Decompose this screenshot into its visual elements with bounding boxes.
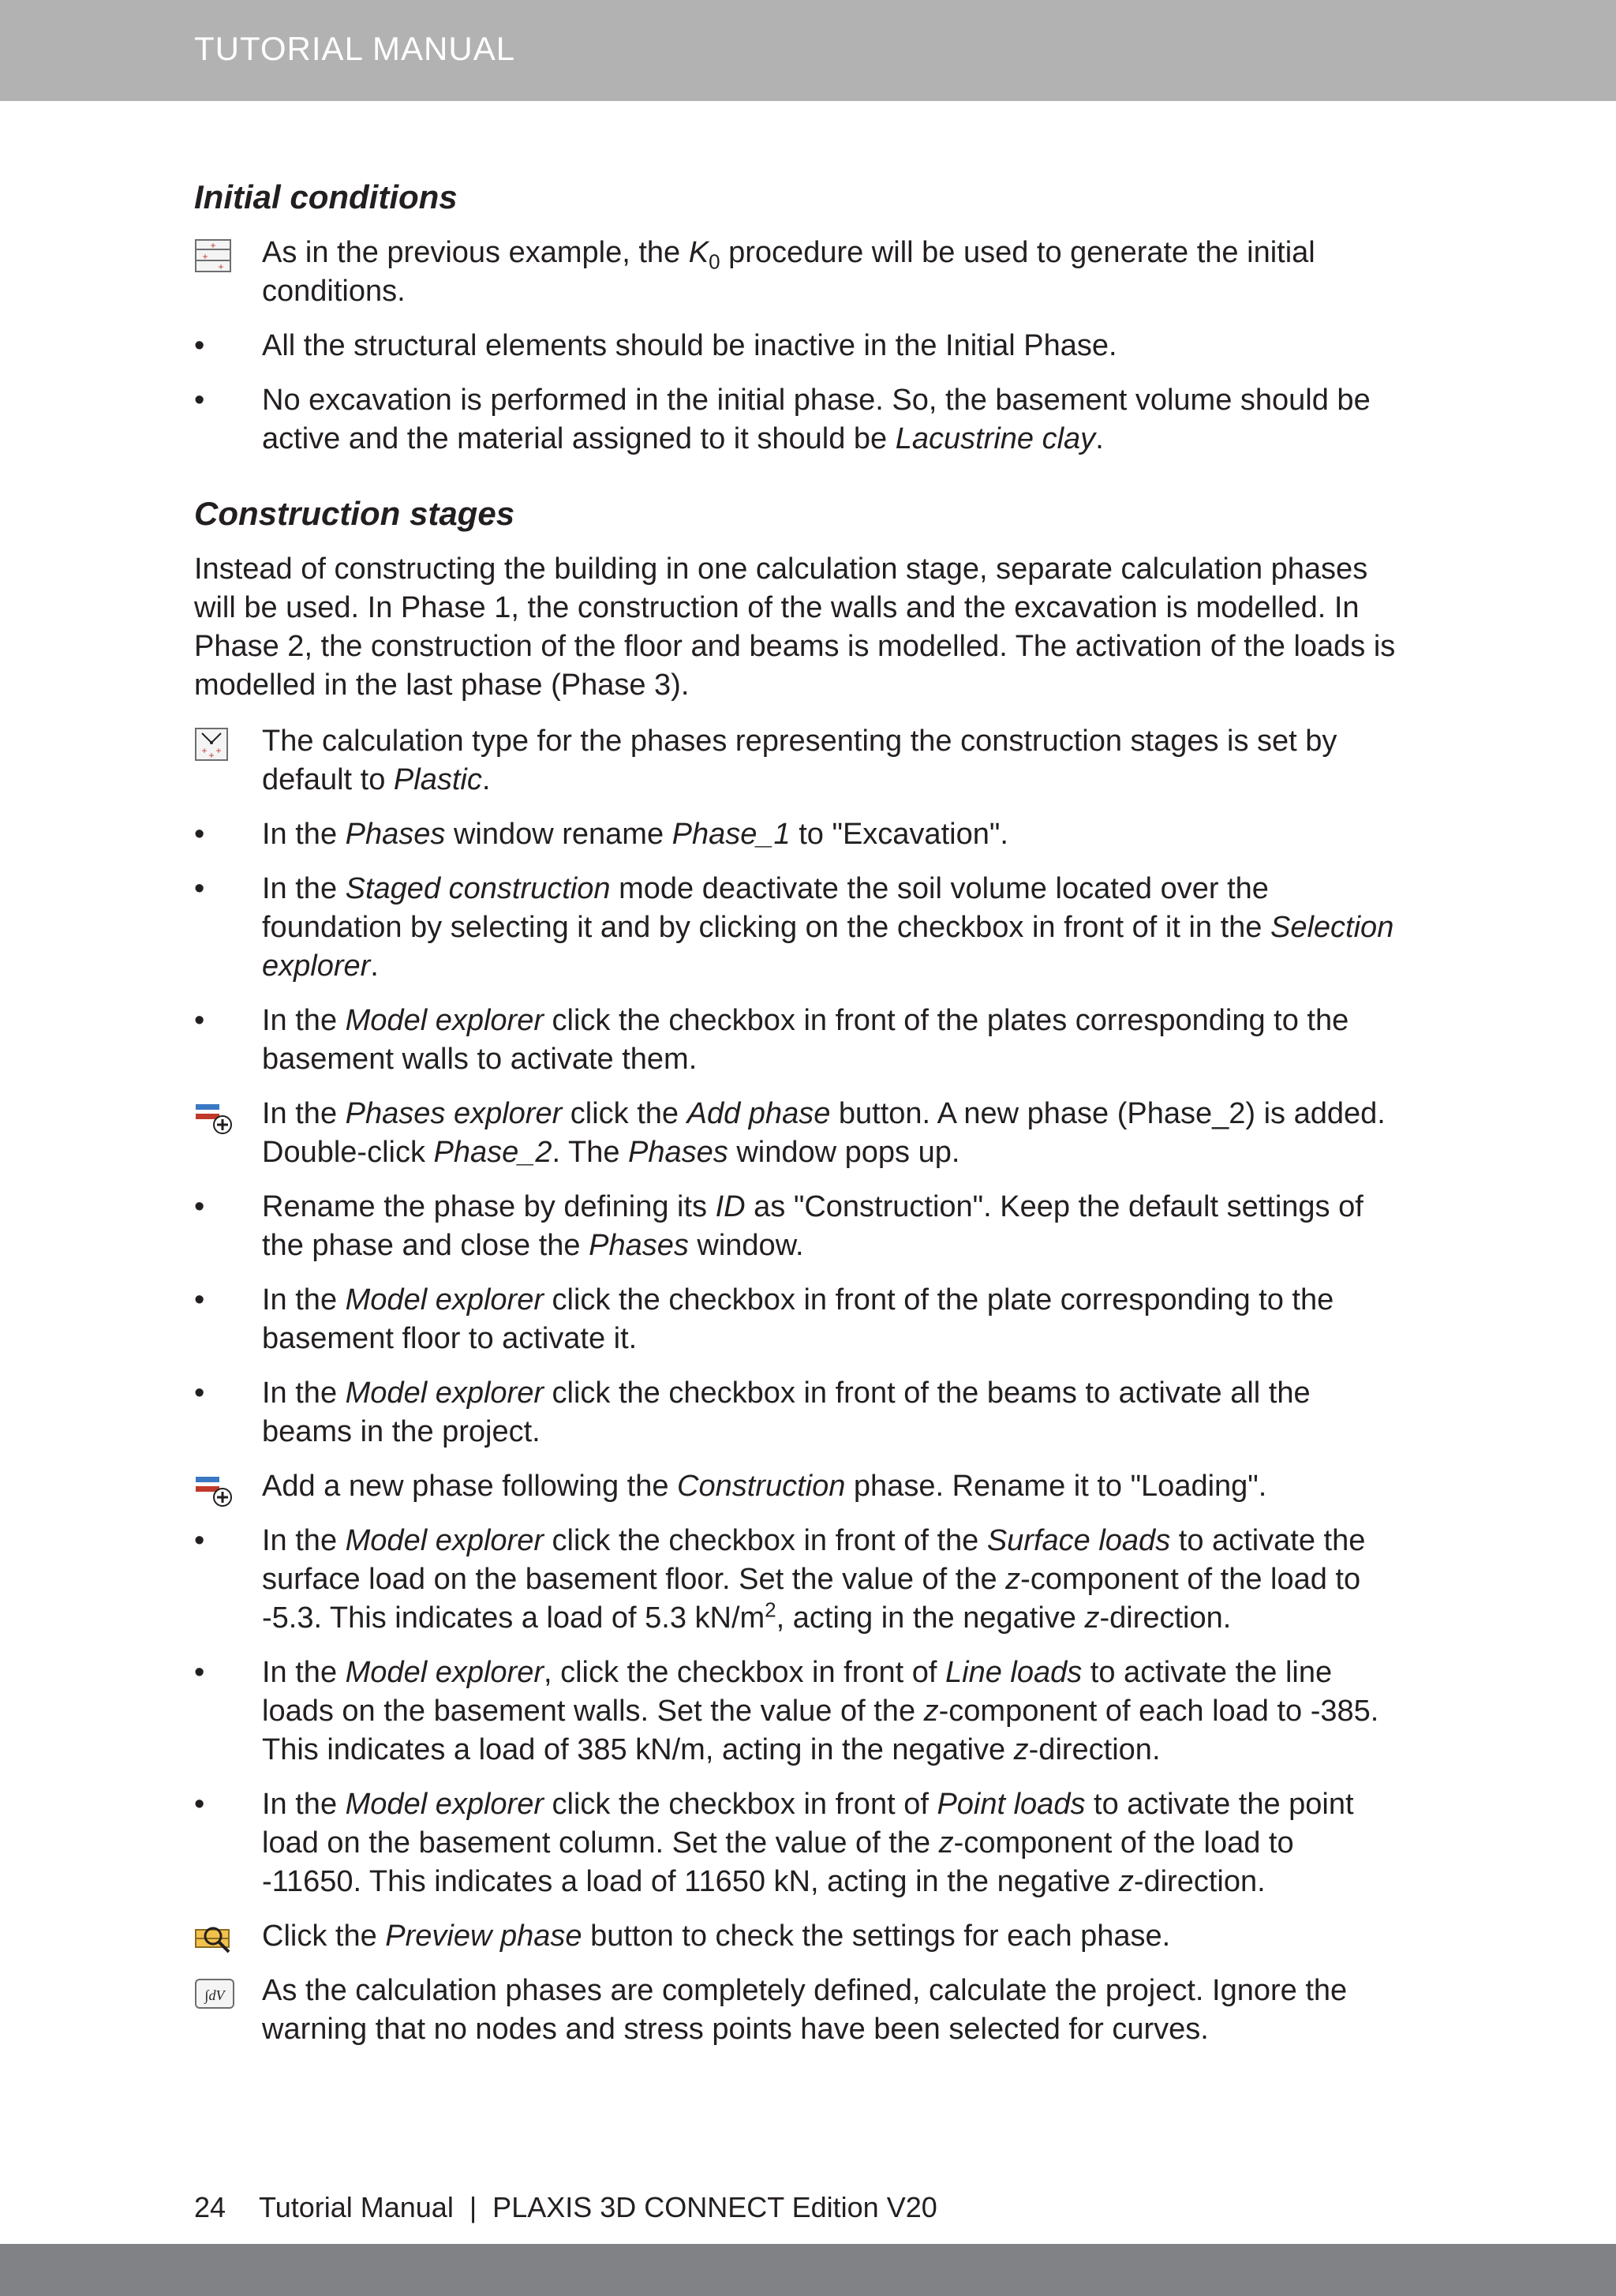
k0-procedure-icon bbox=[194, 234, 241, 272]
list-item bbox=[194, 381, 1398, 459]
header-title: TUTORIAL MANUAL bbox=[194, 30, 516, 67]
emphasis: Point loads bbox=[937, 1788, 1086, 1821]
emphasis: Phases explorer bbox=[345, 1097, 563, 1130]
text: window. bbox=[688, 1229, 804, 1262]
footer-text: Tutorial Manual | PLAXIS 3D CONNECT Edition V20 bbox=[259, 2191, 937, 2223]
emphasis: Model explorer bbox=[345, 1376, 544, 1410]
text: . bbox=[1095, 422, 1104, 455]
text: The calculation type for the phases representing the construction stages is set by default to bbox=[262, 725, 1337, 796]
text: No excavation is performed in the initial phase. So, the basement volume should be active and the material assigned to it should be bbox=[262, 384, 1371, 455]
list-item bbox=[194, 327, 1398, 365]
emphasis: z bbox=[1118, 1865, 1134, 1898]
svg-text:+: + bbox=[208, 750, 215, 761]
emphasis: Model explorer bbox=[345, 1656, 544, 1689]
svg-text:+: + bbox=[202, 251, 208, 262]
page-content bbox=[194, 175, 1398, 2049]
list-item bbox=[194, 1281, 1398, 1358]
list-item bbox=[194, 234, 1398, 311]
text: button. A new phase (Phase_2) is added. Double-click bbox=[262, 1097, 1386, 1169]
text: click the checkbox in front of the plate corresponding to the basement floor to activate it. bbox=[262, 1283, 1334, 1355]
text: In the bbox=[262, 1097, 346, 1130]
svg-text:∫dV: ∫dV bbox=[204, 1987, 225, 2003]
emphasis: Surface loads bbox=[986, 1524, 1171, 1557]
bullet: • bbox=[194, 1283, 205, 1317]
svg-text:+: + bbox=[210, 240, 216, 251]
calculate-icon bbox=[194, 1972, 241, 2010]
list-item bbox=[194, 722, 1398, 800]
bullet: • bbox=[194, 1656, 205, 1689]
add-phase-icon bbox=[194, 1095, 241, 1133]
text: window pops up. bbox=[728, 1136, 960, 1169]
text: click the bbox=[562, 1097, 687, 1130]
emphasis: Phases bbox=[345, 818, 446, 851]
preview-phase-icon bbox=[194, 1917, 241, 1956]
text: In the bbox=[262, 872, 346, 905]
text: . bbox=[370, 949, 379, 983]
list-item bbox=[194, 1654, 1398, 1770]
emphasis: Lacustrine clay bbox=[895, 422, 1096, 455]
list-item bbox=[194, 1917, 1398, 1956]
text: click the checkbox in front of bbox=[543, 1788, 937, 1821]
bullet: • bbox=[194, 1788, 205, 1821]
emphasis: Phase_1 bbox=[671, 818, 791, 851]
svg-text:+: + bbox=[218, 261, 224, 272]
text: In the bbox=[262, 1283, 346, 1317]
text: . bbox=[481, 763, 491, 796]
page-number: 24 bbox=[194, 2191, 226, 2223]
text: -direction. bbox=[1133, 1865, 1266, 1898]
emphasis: Plastic bbox=[393, 763, 482, 796]
emphasis: Model explorer bbox=[345, 1283, 544, 1317]
emphasis: Model explorer bbox=[345, 1788, 544, 1821]
text: to activate the surface load on the basement floor. Set the value of the bbox=[262, 1524, 1366, 1596]
page-header bbox=[0, 0, 1616, 101]
text: In the bbox=[262, 1524, 346, 1557]
emphasis: z bbox=[1005, 1563, 1021, 1596]
text: mode deactivate the soil volume located over the foundation by selecting it and by clicking on the checkbox in front of it in the bbox=[262, 872, 1270, 944]
list-item bbox=[194, 1972, 1398, 2049]
plastic-calculation-icon bbox=[194, 722, 241, 761]
k-subscript: 0 bbox=[709, 249, 720, 274]
text: -direction. bbox=[1099, 1601, 1232, 1635]
text: As the calculation phases are completely defined, calculate the project. Ignore the warning that no nodes and stress points have been selected for curves. bbox=[262, 1974, 1348, 2046]
text: In the bbox=[262, 1004, 346, 1037]
text: as "Construction". Keep the default settings of the phase and close the bbox=[262, 1190, 1364, 1262]
text: -component of the load to -5.3. This indicates a load of 5.3 kN/m bbox=[262, 1563, 1361, 1635]
list-item bbox=[194, 815, 1398, 854]
bullet: • bbox=[194, 1004, 205, 1037]
svg-text:+: + bbox=[215, 745, 222, 756]
list-item bbox=[194, 1002, 1398, 1079]
emphasis: Phases bbox=[628, 1136, 728, 1169]
text: window rename bbox=[445, 818, 672, 851]
text: click the checkbox in front of the plates corresponding to the basement walls to activate them. bbox=[262, 1004, 1349, 1076]
bullet: • bbox=[194, 1190, 205, 1223]
text: Add a new phase following the bbox=[262, 1470, 678, 1503]
text: click the checkbox in front of the beams to activate all the beams in the project. bbox=[262, 1376, 1311, 1448]
bottom-bar bbox=[0, 2244, 1616, 2296]
emphasis: z bbox=[923, 1695, 939, 1728]
emphasis: Line loads bbox=[945, 1656, 1083, 1689]
bullet: • bbox=[194, 872, 205, 905]
list-item bbox=[194, 1522, 1398, 1638]
emphasis: z bbox=[1084, 1601, 1100, 1635]
list-item bbox=[194, 1188, 1398, 1265]
emphasis: Model explorer bbox=[345, 1524, 544, 1557]
text: All the structural elements should be inactive in the Initial Phase. bbox=[262, 329, 1117, 362]
text: click the checkbox in front of the bbox=[543, 1524, 987, 1557]
text: button to check the settings for each phase. bbox=[582, 1920, 1171, 1953]
emphasis: Phase_2 bbox=[433, 1136, 552, 1169]
emphasis: Selection explorer bbox=[262, 911, 1394, 983]
list-item bbox=[194, 1095, 1398, 1172]
list-item bbox=[194, 870, 1398, 986]
section-heading-construction-stages: Construction stages bbox=[194, 495, 515, 532]
text: In the bbox=[262, 1788, 346, 1821]
text: to "Excavation". bbox=[790, 818, 1008, 851]
text: , click the checkbox in front of bbox=[543, 1656, 945, 1689]
list-item bbox=[194, 1374, 1398, 1451]
text: phase. Rename it to "Loading". bbox=[845, 1470, 1267, 1503]
emphasis: Preview phase bbox=[385, 1920, 582, 1953]
emphasis: Add phase bbox=[686, 1097, 831, 1130]
intro-paragraph: Instead of constructing the building in one calculation stage, separate calculation phases will be used. In Phase 1, the construction of the walls and the excavation is modelled. In Phase 2, the construction of the floor and beams is modelled. The activation of the loads is modelled in the last phase (Phase 3). bbox=[194, 552, 1396, 702]
text: -direction. bbox=[1028, 1733, 1161, 1766]
text: to activate the line loads on the basement walls. Set the value of the bbox=[262, 1656, 1333, 1728]
superscript: 2 bbox=[765, 1597, 776, 1622]
text: procedure will be used to generate the initial conditions. bbox=[262, 236, 1315, 308]
text: -component of the load to -11650. This indicates a load of 11650 kN, acting in the negative bbox=[262, 1826, 1294, 1898]
emphasis: ID bbox=[715, 1190, 746, 1223]
emphasis: Phases bbox=[589, 1229, 689, 1262]
bullet: • bbox=[194, 384, 205, 417]
text: Rename the phase by defining its bbox=[262, 1190, 716, 1223]
emphasis: z bbox=[938, 1826, 954, 1860]
page-footer bbox=[194, 2191, 937, 2224]
text: , acting in the negative bbox=[776, 1601, 1085, 1635]
emphasis: Staged construction bbox=[345, 872, 611, 905]
bullet: • bbox=[194, 329, 205, 362]
svg-text:+: + bbox=[201, 745, 208, 756]
text: to activate the point load on the basement column. Set the value of the bbox=[262, 1788, 1354, 1860]
bullet: • bbox=[194, 818, 205, 851]
emphasis: Construction bbox=[677, 1470, 846, 1503]
text: In the bbox=[262, 818, 346, 851]
text: As in the previous example, the bbox=[262, 236, 689, 269]
emphasis: z bbox=[1013, 1733, 1029, 1766]
emphasis: Model explorer bbox=[345, 1004, 544, 1037]
text: Click the bbox=[262, 1920, 386, 1953]
list-item bbox=[194, 1467, 1398, 1506]
text: In the bbox=[262, 1376, 346, 1410]
add-phase-icon bbox=[194, 1467, 241, 1506]
text: . The bbox=[552, 1136, 629, 1169]
section-heading-initial-conditions: Initial conditions bbox=[194, 178, 458, 215]
text: -component of each load to -385. This indicates a load of 385 kN/m, acting in the negative bbox=[262, 1695, 1379, 1766]
bullet: • bbox=[194, 1376, 205, 1410]
list-item bbox=[194, 1785, 1398, 1901]
k-symbol: K bbox=[688, 236, 709, 269]
text: In the bbox=[262, 1656, 346, 1689]
bullet: • bbox=[194, 1524, 205, 1557]
